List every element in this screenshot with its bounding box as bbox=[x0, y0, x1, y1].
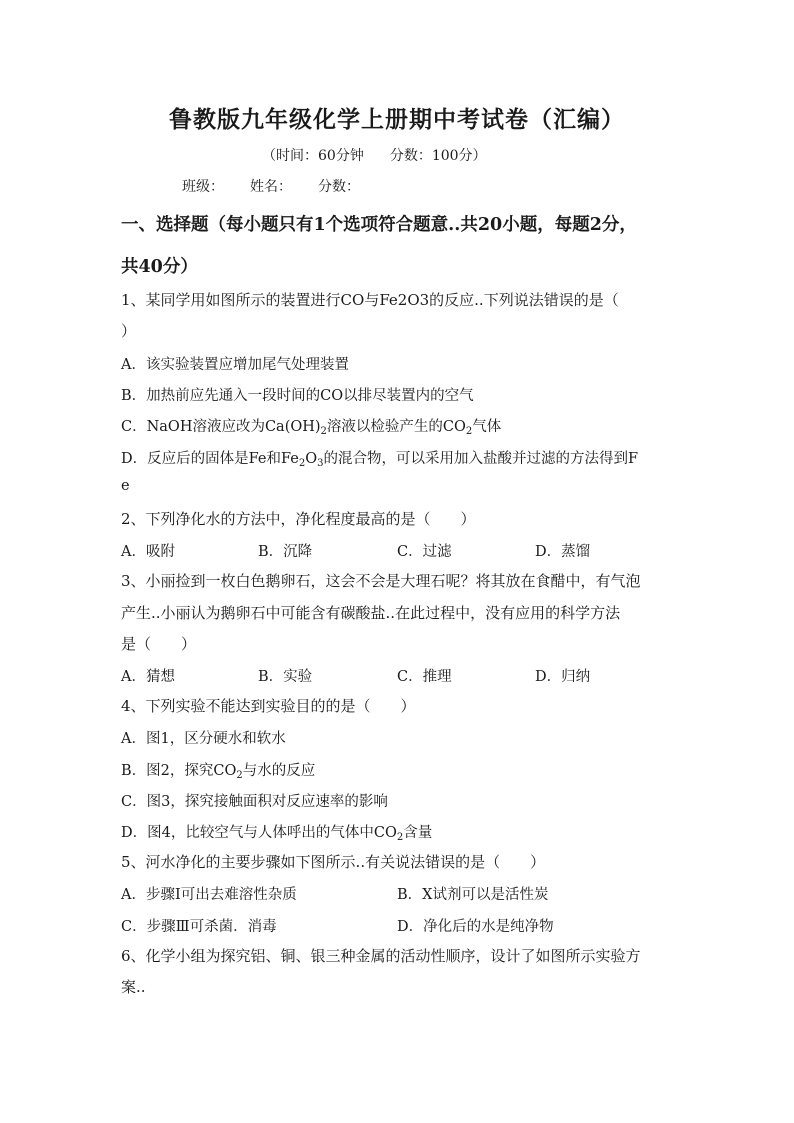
section-heading-line2: 共40分） bbox=[121, 257, 198, 277]
q5-option-b: B．X试剂可以是活性炭 bbox=[397, 887, 549, 903]
time-limit: （时间：60分钟 bbox=[262, 148, 364, 164]
q3-option-d: D．归纳 bbox=[535, 669, 591, 685]
q5-option-a: A．步骤Ⅰ可出去难溶性杂质 bbox=[121, 887, 297, 903]
q1-option-b: B．加热前应先通入一段时间的CO以排尽装置内的空气 bbox=[121, 388, 474, 404]
q2-option-a: A．吸附 bbox=[121, 544, 175, 560]
q4-option-c: C．图3，探究接触面积对反应速率的影响 bbox=[121, 794, 388, 810]
q2-option-b: B．沉降 bbox=[258, 544, 313, 560]
student-info-line bbox=[182, 176, 386, 196]
q6-stem-line1: 6、化学小组为探究铝、铜、银三种金属的活动性顺序，设计了如图所示实验方 bbox=[121, 947, 641, 965]
exam-title: 鲁教版九年级化学上册期中考试卷（汇编） bbox=[169, 106, 625, 133]
q1-option-c: C．NaOH溶液应改为$Ca(OH)_2$溶液以检验产生的$CO_2$气体 bbox=[121, 419, 502, 437]
q1-option-a: A．该实验装置应增加尾气处理装置 bbox=[121, 357, 349, 373]
q6-stem-line2: 案.. bbox=[121, 978, 146, 996]
q4-option-d: D．图4，比较空气与人体呼出的气体中$CO_2$含量 bbox=[121, 825, 433, 843]
q4-option-b: B．图2，探究$CO_2$与水的反应 bbox=[121, 763, 316, 781]
q3-option-c: C．推理 bbox=[397, 669, 452, 685]
q1-stem-line1: 1、某同学用如图所示的装置进行CO与Fe2O3的反应..下列说法错误的是（ bbox=[121, 291, 619, 309]
q3-option-b: B．实验 bbox=[258, 669, 313, 685]
q4-stem: 4、下列实验不能达到实验目的的是（ ） bbox=[121, 697, 416, 715]
class-label: 班级： bbox=[182, 179, 224, 195]
total-score: 分数：100分） bbox=[389, 148, 487, 164]
q5-stem: 5、河水净化的主要步骤如下图所示..有关说法错误的是（ ） bbox=[121, 853, 546, 871]
section-heading-line1: 一、选择题（每小题只有1个选项符合题意..共20小题，每题2分， bbox=[121, 215, 637, 235]
name-label: 姓名： bbox=[250, 179, 292, 195]
q3-stem-line3: 是（ ） bbox=[121, 635, 197, 653]
q3-stem-line1: 3、小丽捡到一枚白色鹅卵石，这会不会是大理石呢？将其放在食醋中，有气泡 bbox=[121, 572, 641, 590]
q3-stem-line2: 产生..小丽认为鹅卵石中可能含有碳酸盐..在此过程中，没有应用的科学方法 bbox=[121, 604, 621, 622]
q4-option-a: A．图1，区分硬水和软水 bbox=[121, 731, 286, 747]
score-label: 分数： bbox=[318, 179, 360, 195]
q5-option-c: C．步骤Ⅲ可杀菌．消毒 bbox=[121, 919, 277, 935]
q2-stem: 2、下列净化水的方法中，净化程度最高的是（ ） bbox=[121, 510, 476, 528]
q1-option-d: D．反应后的固体是Fe和$Fe_2O_3$的混合物，可以采用加入盐酸并过滤的方法得到F bbox=[121, 451, 639, 469]
q2-option-c: C．过滤 bbox=[397, 544, 452, 560]
q1-option-d-wrap: e bbox=[121, 478, 130, 494]
q3-option-a: A．猜想 bbox=[121, 669, 175, 685]
q5-option-d: D．净化后的水是纯净物 bbox=[397, 919, 554, 935]
exam-subtitle bbox=[262, 145, 513, 165]
q2-option-d: D．蒸馏 bbox=[535, 544, 591, 560]
q1-stem-line2: ） bbox=[121, 322, 137, 340]
